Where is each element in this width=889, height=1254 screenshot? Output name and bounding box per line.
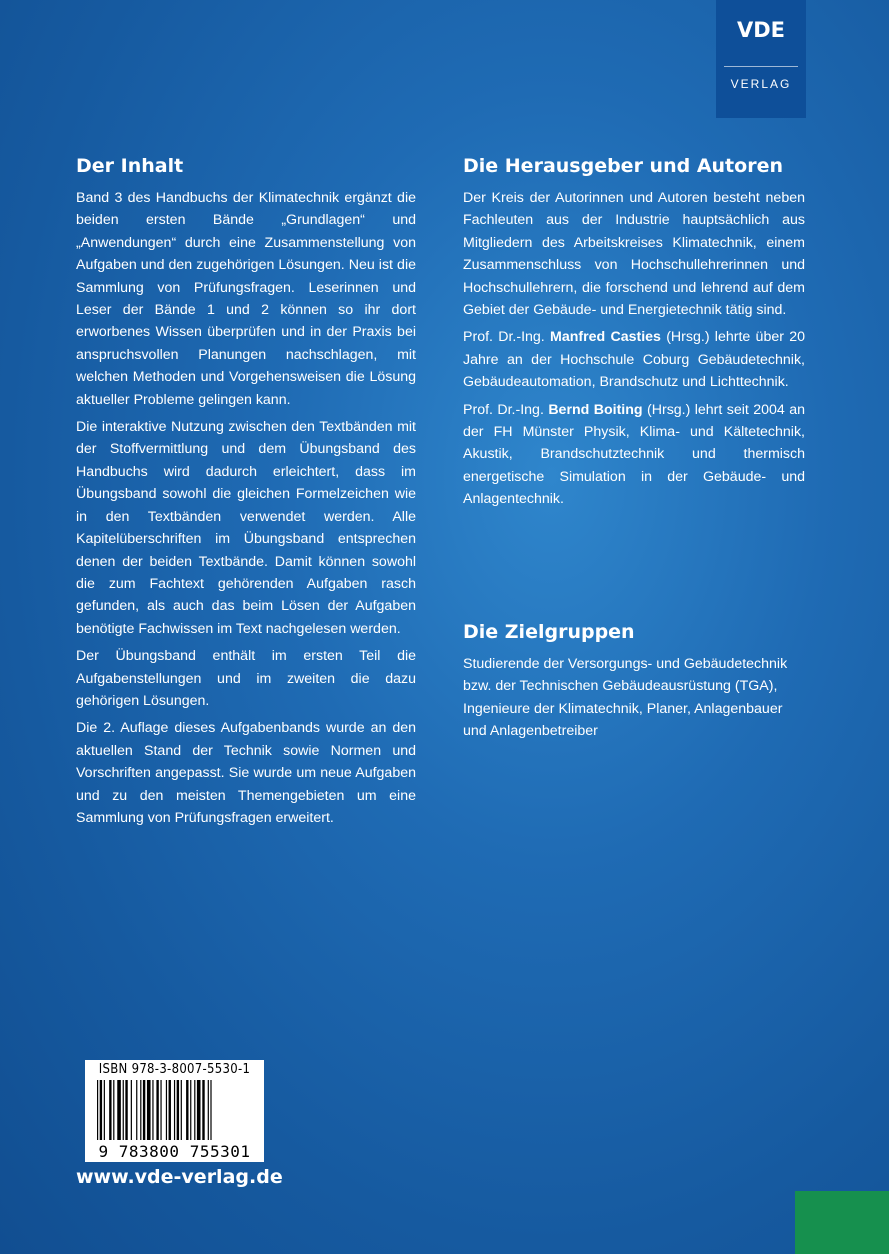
author-boiting-name: Bernd Boiting — [548, 401, 643, 418]
author-boiting-text: (Hrsg.) lehrt seit 2004 an der FH Münster Physik, Klima- und Kältetechnik, Akustik, Brandschutztechnik und thermisch energetische Simulation in der Gebäude- und Anlagentechnik. — [463, 401, 805, 508]
author-casties-text: (Hrsg.) lehrte über 20 Jahre an der Hochschule Coburg Gebäudetechnik, Gebäudeautomation, Brandschutz und Lichttechnik. — [463, 329, 805, 391]
content-paragraph-3: Der Übungsband enthält im ersten Teil die Aufgabenstellungen und im zweiten die dazu gehörigen Lösungen. — [76, 648, 416, 709]
author-boiting — [463, 399, 805, 511]
barcode-bar — [190, 1080, 191, 1140]
barcode-bar — [174, 1080, 175, 1140]
barcode-bar — [160, 1080, 161, 1140]
authors-intro: Der Kreis der Autorinnen und Autoren besteht neben Fachleuten aus der Industrie hauptsächlich aus Mitgliedern des Arbeitskreises Klimatechnik, einem Zusammenschluss von Hochschullehrerinnen und Hochschullehrern, die forschend und lehrend auf dem Gebiet der Gebäude- und Energietechnik tätig sind. — [463, 190, 805, 319]
barcode-bar — [140, 1080, 141, 1140]
content-column — [76, 187, 416, 834]
barcode-bar — [104, 1080, 105, 1140]
authors-column — [463, 187, 805, 516]
barcode-bar — [100, 1080, 102, 1140]
logo-subtitle: VERLAG — [730, 77, 792, 91]
barcode-bar — [147, 1080, 151, 1140]
barcode-bar — [197, 1080, 201, 1140]
barcode-bar — [125, 1080, 127, 1140]
barcode-bar — [143, 1080, 145, 1140]
green-corner-block — [795, 1191, 889, 1254]
barcode-bar — [210, 1080, 211, 1140]
logo-divider — [724, 66, 798, 67]
author-casties — [463, 326, 805, 393]
author-casties-name: Manfred Casties — [550, 329, 661, 346]
barcode-bar — [181, 1080, 182, 1140]
barcode-bar — [202, 1080, 204, 1140]
vde-verlag-logo — [716, 0, 806, 118]
heading-content: Der Inhalt — [76, 155, 184, 177]
barcode-bar — [136, 1080, 137, 1140]
barcode-bar — [156, 1080, 158, 1140]
barcode-bar — [123, 1080, 124, 1140]
author-casties-prefix: Prof. Dr.-Ing. — [463, 329, 545, 346]
barcode-bar — [113, 1080, 114, 1140]
isbn-label: ISBN 978-3-8007-5530-1 — [98, 1062, 251, 1077]
content-paragraph-4: Die 2. Auflage dieses Aufgabenbands wurde an den aktuellen Stand der Technik sowie Normen und Vorschriften angepasst. Sie wurde um neue Aufgaben und zu den meisten Themengebieten um eine Sammlung von Prüfungsfragen erweitert. — [76, 720, 416, 826]
heading-authors: Die Herausgeber und Autoren — [463, 155, 783, 177]
barcode-bar — [97, 1080, 98, 1140]
barcode-bar — [117, 1080, 121, 1140]
isbn-barcode — [85, 1060, 264, 1162]
barcode-bar — [208, 1080, 209, 1140]
barcode-bar — [166, 1080, 167, 1140]
content-paragraph-2: Die interaktive Nutzung zwischen den Textbänden mit der Stoffvermittlung und dem Übungsband des Handbuchs wird dadurch erleichtert, dass im Übungsband sowohl die gleichen Formelzeichen wie in den Textbänden verwendet werden. Alle Kapitelüberschriften im Übungsband entsprechen denen der beiden Textbände. Damit können sowohl die zum Fachtext gehörenden Aufgaben rasch gefunden, als auch das beim Lösen der Aufgaben benötigte Fachwissen im Text nachgelesen werden. — [76, 419, 416, 637]
content-paragraph-1: Band 3 des Handbuchs der Klimatechnik ergänzt die beiden ersten Bände „Grundlagen“ und „Anwendungen“ durch eine Zusammenstellung von Aufgaben und den zugehörigen Lösungen. Neu ist die Sammlung von Prüfungsfragen. Leserinnen und Leser der Bände 1 und 2 können so ihr dort erworbenes Wissen überprüfen und in der Praxis bei anspruchsvollen Planungen nachschlagen, mit welchen Methoden und Vorgehensweisen die Lösung aktueller Probleme gelingen kann. — [76, 190, 416, 408]
barcode-bar — [152, 1080, 153, 1140]
barcode-bar — [186, 1080, 188, 1140]
logo-brand: VDE — [736, 18, 786, 42]
heading-target-groups: Die Zielgruppen — [463, 621, 635, 643]
barcode-bars — [85, 1080, 264, 1142]
author-boiting-prefix: Prof. Dr.-Ing. — [463, 401, 544, 418]
website-url[interactable]: www.vde-verlag.de — [76, 1166, 283, 1188]
barcode-bar — [169, 1080, 171, 1140]
barcode-bar — [194, 1080, 195, 1140]
barcode-bar — [177, 1080, 179, 1140]
ean-digits: 9 783800 755301 — [98, 1142, 251, 1161]
barcode-bar — [131, 1080, 132, 1140]
barcode-bar — [109, 1080, 111, 1140]
target-groups-text: Studierende der Versorgungs- und Gebäudetechnik bzw. der Technischen Gebäudeausrüstung (TGA), Ingenieure der Klimatechnik, Planer, Anlagenbauer und Anlagenbetreiber — [463, 656, 788, 740]
target-groups-column — [463, 653, 805, 748]
